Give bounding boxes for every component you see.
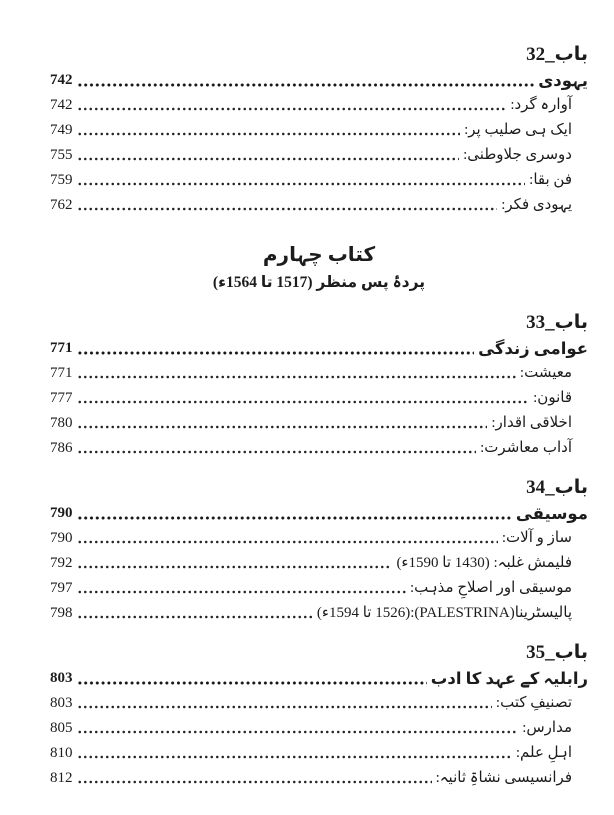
toc-row-label: آداب معاشرت: bbox=[480, 440, 572, 456]
chapter-heading: باب_35 bbox=[526, 642, 588, 663]
page-number: 742 bbox=[50, 97, 73, 113]
book-divider bbox=[50, 240, 588, 296]
toc-row bbox=[50, 526, 588, 551]
toc-row bbox=[50, 143, 588, 168]
toc-row-section-title bbox=[50, 68, 588, 93]
toc-row bbox=[50, 361, 588, 386]
dotted-leader bbox=[77, 131, 461, 137]
toc-row bbox=[50, 741, 588, 766]
toc-row-label: موسیقی اور اصلاحِ مذہب: bbox=[409, 580, 572, 596]
page-number: 803 bbox=[50, 670, 73, 686]
toc-row-label: تصنیفِ کتب: bbox=[495, 695, 572, 711]
toc-row-label: اہلِ علم: bbox=[515, 745, 572, 761]
page-number: 755 bbox=[50, 147, 73, 163]
page-number: 771 bbox=[50, 340, 73, 356]
chapter-heading: باب_34 bbox=[526, 477, 588, 498]
dotted-leader bbox=[77, 82, 535, 88]
toc-section-chapter-32 bbox=[50, 42, 588, 218]
toc-row bbox=[50, 576, 588, 601]
toc-row bbox=[50, 691, 588, 716]
page-number: 749 bbox=[50, 122, 73, 138]
dotted-leader bbox=[77, 754, 512, 760]
toc-row-label: فلیمش غلبہ: (1430 تا 1590ء) bbox=[396, 555, 572, 571]
toc-row bbox=[50, 93, 588, 118]
page-number: 790 bbox=[50, 530, 73, 546]
chapter-heading: باب_33 bbox=[526, 312, 588, 333]
page-number: 798 bbox=[50, 605, 73, 621]
toc-row-label: رابلیہ کے عہد کا ادب bbox=[430, 669, 588, 688]
dotted-leader bbox=[77, 515, 512, 521]
toc-row-label: معیشت: bbox=[519, 365, 572, 381]
dotted-leader bbox=[77, 779, 432, 785]
toc-row-label: یہودی bbox=[538, 71, 588, 90]
toc-row bbox=[50, 118, 588, 143]
chapter-heading: باب_32 bbox=[526, 44, 588, 65]
toc-section-chapter-35 bbox=[50, 640, 588, 791]
dotted-leader bbox=[77, 374, 516, 380]
dotted-leader bbox=[77, 106, 507, 112]
toc-row-label: فرانسیسی نشاۃِ ثانیہ: bbox=[435, 770, 572, 786]
toc-row bbox=[50, 386, 588, 411]
toc-row-label: دوسری جلاوطنی: bbox=[463, 147, 572, 163]
toc-row bbox=[50, 411, 588, 436]
page-number: 762 bbox=[50, 197, 73, 213]
toc-section-chapter-33 bbox=[50, 310, 588, 461]
page-number: 792 bbox=[50, 555, 73, 571]
page-number: 790 bbox=[50, 505, 73, 521]
toc-row-label: ایک ہی صلیب پر: bbox=[464, 122, 572, 138]
dotted-leader bbox=[77, 399, 530, 405]
toc-row bbox=[50, 436, 588, 461]
dotted-leader bbox=[77, 350, 475, 356]
page-number: 780 bbox=[50, 415, 73, 431]
toc-row bbox=[50, 168, 588, 193]
toc-row-section-title bbox=[50, 336, 588, 361]
toc-row bbox=[50, 766, 588, 791]
dotted-leader bbox=[77, 729, 519, 735]
toc-row-label: عوامی زندگی bbox=[478, 339, 588, 358]
toc-row-section-title bbox=[50, 666, 588, 691]
toc-row-label: آوارہ گرد: bbox=[510, 97, 572, 113]
dotted-leader bbox=[77, 539, 498, 545]
dotted-leader bbox=[77, 704, 492, 710]
dotted-leader bbox=[77, 680, 427, 686]
toc-row-section-title bbox=[50, 501, 588, 526]
page-number: 803 bbox=[50, 695, 73, 711]
book-divider-subtitle: پردۂ پس منظر (1517 تا 1564ء) bbox=[212, 274, 426, 291]
toc-row-label: پالیسٹرینا(PALESTRINA):(1526 تا 1594ء) bbox=[316, 605, 572, 621]
toc-row bbox=[50, 551, 588, 576]
page-number: 771 bbox=[50, 365, 73, 381]
book-divider-title: کتاب چہارم bbox=[262, 244, 376, 266]
toc-row bbox=[50, 193, 588, 218]
page-number: 742 bbox=[50, 72, 73, 88]
page-number: 805 bbox=[50, 720, 73, 736]
toc-row bbox=[50, 716, 588, 741]
dotted-leader bbox=[77, 564, 393, 570]
dotted-leader bbox=[77, 206, 498, 212]
toc-row-label: موسیقی bbox=[515, 504, 588, 523]
dotted-leader bbox=[77, 614, 313, 620]
toc-row-label: فن بقا: bbox=[529, 172, 572, 188]
page-number: 759 bbox=[50, 172, 73, 188]
dotted-leader bbox=[77, 589, 406, 595]
dotted-leader bbox=[77, 449, 477, 455]
toc-row-label: اخلاقی اقدار: bbox=[491, 415, 572, 431]
toc-section-chapter-34 bbox=[50, 475, 588, 626]
page-number: 797 bbox=[50, 580, 73, 596]
dotted-leader bbox=[77, 156, 460, 162]
toc-row-label: مدارس: bbox=[522, 720, 572, 736]
page-number: 810 bbox=[50, 745, 73, 761]
page-number: 777 bbox=[50, 390, 73, 406]
toc-row-label: قانون: bbox=[533, 390, 572, 406]
toc-row-label: ساز و آلات: bbox=[501, 530, 572, 546]
dotted-leader bbox=[77, 181, 526, 187]
page-number: 786 bbox=[50, 440, 73, 456]
toc-row-label: یہودی فکر: bbox=[501, 197, 572, 213]
page-number: 812 bbox=[50, 770, 73, 786]
dotted-leader bbox=[77, 424, 488, 430]
toc-row bbox=[50, 601, 588, 626]
